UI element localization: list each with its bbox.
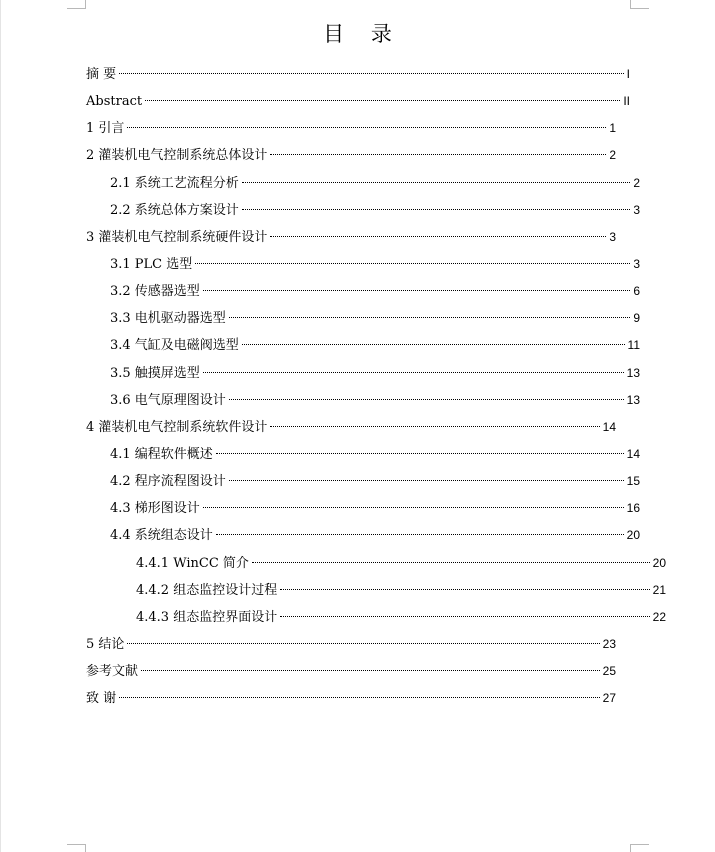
toc-entry[interactable] — [86, 61, 630, 88]
toc-page-number: 1 — [609, 121, 616, 136]
toc-entry-text: 4.1 编程软件概述 — [110, 446, 213, 462]
dot-leader — [203, 371, 624, 373]
toc-entry-text: 3.6 电气原理图设计 — [110, 392, 226, 408]
toc-entry[interactable] — [86, 360, 640, 387]
toc-entry[interactable] — [86, 88, 630, 115]
dot-leader — [242, 343, 625, 345]
toc-entry-text: 3.5 触摸屏选型 — [110, 365, 200, 381]
toc-entry-text: 3.3 电机驱动器选型 — [110, 311, 226, 327]
toc-entry-text: Abstract — [86, 94, 143, 110]
toc-page-number: 13 — [626, 392, 640, 407]
toc-entry[interactable] — [86, 251, 640, 278]
toc-page-number: 3 — [633, 256, 640, 271]
toc-page-number: 20 — [652, 555, 666, 570]
dot-leader — [242, 181, 631, 183]
dot-leader — [216, 452, 624, 454]
toc-entry-text: 2 灌装机电气控制系统总体设计 — [86, 148, 268, 164]
page-edge — [0, 0, 1, 852]
dot-leader — [280, 588, 649, 590]
toc-page-number: 9 — [633, 311, 640, 326]
toc-entry-text: 3 灌装机电气控制系统硬件设计 — [86, 229, 268, 245]
toc-entry[interactable] — [86, 522, 640, 549]
toc-entry-text: 4.2 程序流程图设计 — [110, 474, 226, 490]
dot-leader — [127, 126, 606, 128]
dot-leader — [119, 696, 600, 698]
dot-leader — [195, 262, 630, 264]
toc-page-number: 13 — [626, 365, 640, 380]
dot-leader — [270, 235, 606, 237]
toc-page-number: I — [626, 67, 630, 81]
toc-page-number: 11 — [627, 338, 640, 353]
toc-entry-text: 4.4 系统组态设计 — [110, 528, 213, 544]
toc-entry[interactable] — [86, 387, 640, 414]
toc-entry[interactable] — [86, 468, 640, 495]
toc-page-number: 16 — [626, 501, 640, 516]
crop-mark-top-right — [630, 0, 649, 9]
dot-leader — [270, 425, 599, 427]
dot-leader — [242, 208, 631, 210]
toc-page-number: 6 — [633, 284, 640, 299]
toc-page-number: 22 — [652, 609, 666, 624]
dot-leader — [119, 72, 624, 74]
toc-page-number: 2 — [633, 175, 640, 190]
toc-entry[interactable] — [86, 142, 616, 169]
toc-entry-text: 4.3 梯形图设计 — [110, 501, 200, 517]
toc-entry[interactable] — [86, 577, 666, 604]
toc-page-number: 20 — [626, 528, 640, 543]
toc-entry-text: 4.4.1 WinCC 简介 — [136, 555, 249, 571]
toc-entry[interactable] — [86, 495, 640, 522]
dot-leader — [203, 506, 624, 508]
toc-page-number: 2 — [609, 148, 616, 163]
toc-entry[interactable] — [86, 631, 616, 658]
toc-entry-text: 4 灌装机电气控制系统软件设计 — [86, 419, 268, 435]
dot-leader — [229, 479, 624, 481]
toc-entry-text: 致 谢 — [86, 691, 117, 707]
dot-leader — [203, 289, 631, 291]
dot-leader — [216, 533, 624, 535]
table-of-contents — [86, 61, 666, 712]
toc-entry-text: 4.4.2 组态监控设计过程 — [136, 582, 278, 598]
toc-entry[interactable] — [86, 414, 616, 441]
dot-leader — [141, 669, 600, 671]
toc-entry[interactable] — [86, 224, 616, 251]
toc-entry-text: 3.4 气缸及电磁阀选型 — [110, 338, 239, 354]
toc-entry[interactable] — [86, 550, 666, 577]
crop-mark-top-left — [67, 0, 86, 9]
crop-mark-bottom-left — [67, 844, 86, 852]
toc-entry[interactable] — [86, 278, 640, 305]
toc-page-number: 23 — [602, 636, 616, 651]
toc-page-number: 15 — [626, 474, 640, 489]
toc-page-number: 3 — [609, 229, 616, 244]
toc-entry[interactable] — [86, 658, 616, 685]
toc-entry[interactable] — [86, 332, 640, 359]
toc-entry[interactable] — [86, 197, 640, 224]
toc-entry-text: 3.2 传感器选型 — [110, 284, 200, 300]
toc-page-number: 14 — [626, 446, 640, 461]
dot-leader — [127, 642, 599, 644]
toc-entry[interactable] — [86, 170, 640, 197]
crop-mark-bottom-right — [630, 844, 649, 852]
dot-leader — [229, 398, 624, 400]
toc-entry[interactable] — [86, 305, 640, 332]
toc-title: 目 录 — [323, 22, 402, 46]
dot-leader — [145, 99, 620, 101]
toc-entry[interactable] — [86, 441, 640, 468]
toc-entry-text: 摘 要 — [86, 67, 117, 82]
toc-page-number: 21 — [652, 582, 666, 597]
toc-entry[interactable] — [86, 604, 666, 631]
dot-leader — [280, 615, 649, 617]
toc-entry-text: 3.1 PLC 选型 — [110, 256, 193, 272]
toc-entry-text: 1 引言 — [86, 121, 125, 137]
dot-leader — [229, 316, 631, 318]
toc-entry-text: 2.1 系统工艺流程分析 — [110, 175, 239, 191]
toc-page-number: 14 — [602, 419, 616, 434]
toc-page-number: 3 — [633, 202, 640, 217]
toc-entry-text: 5 结论 — [86, 636, 125, 652]
dot-leader — [252, 561, 650, 563]
toc-entry-text: 参考文献 — [86, 664, 139, 680]
toc-page-number: II — [623, 94, 630, 109]
toc-page-number: 25 — [602, 664, 616, 679]
toc-entry[interactable] — [86, 685, 616, 712]
toc-entry-text: 2.2 系统总体方案设计 — [110, 202, 239, 218]
toc-entry-text: 4.4.3 组态监控界面设计 — [136, 609, 278, 625]
toc-page-number: 27 — [602, 691, 616, 706]
toc-entry[interactable] — [86, 115, 616, 142]
dot-leader — [270, 153, 606, 155]
